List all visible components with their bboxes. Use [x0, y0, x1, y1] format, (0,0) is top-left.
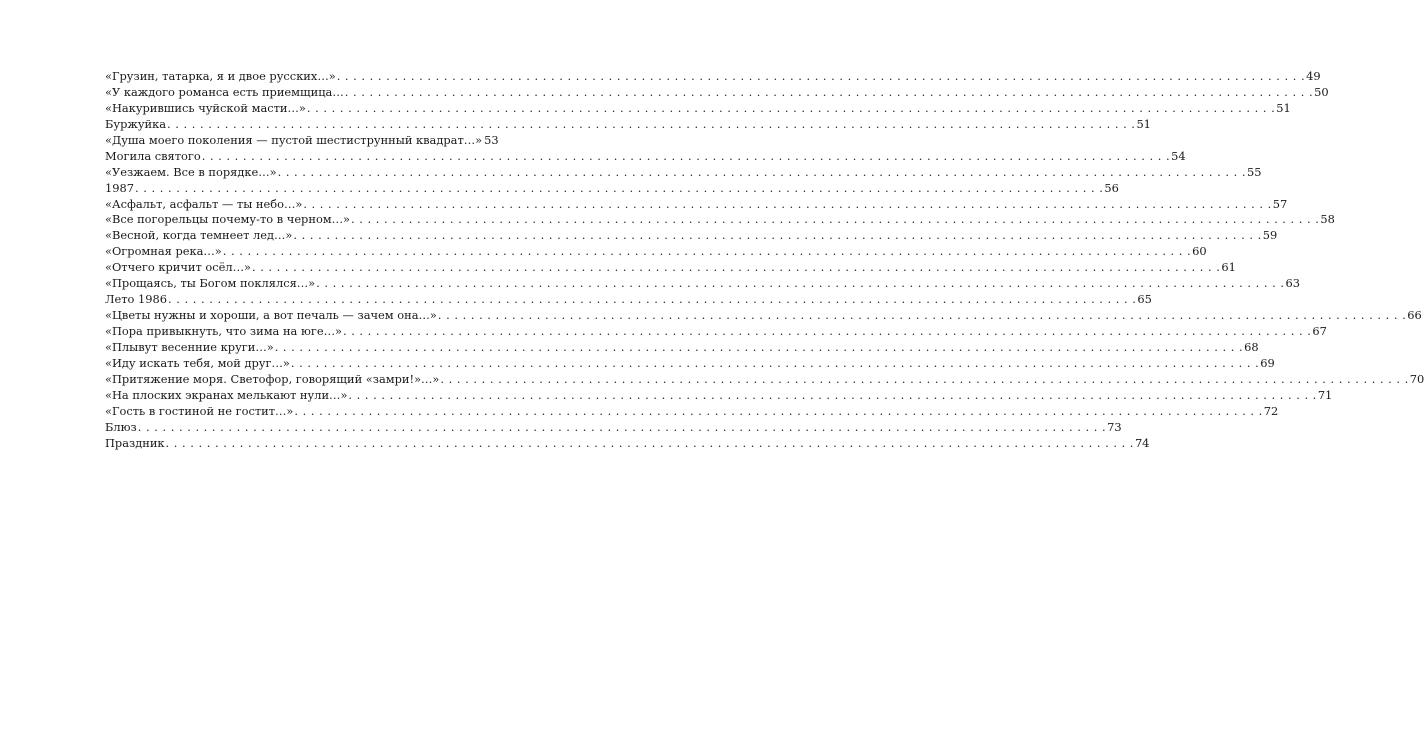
toc-leader-dots — [291, 356, 1259, 372]
toc-entry-title: «Цветы нужны и хороши, а вот печаль — зачем она…» — [105, 308, 437, 323]
toc-entry — [105, 244, 1207, 260]
toc-entry — [105, 355, 1275, 372]
toc-entry-page: 71 — [1317, 387, 1333, 402]
toc-entry-title: «Притяжение моря. Светофор, говорящий «замри!»…» — [105, 371, 440, 386]
toc-leader-dots — [293, 228, 1261, 244]
toc-entry-page: 73 — [1107, 419, 1122, 434]
toc-entry-title: «На плоских экранах мелькают нули…» — [105, 387, 348, 402]
toc-entry — [105, 403, 1279, 420]
toc-entry — [105, 84, 1329, 101]
toc-entry-page: 58 — [1320, 212, 1335, 227]
toc-leader-dots — [440, 372, 1408, 388]
toc-leader-dots — [307, 101, 1275, 117]
toc-entry — [105, 371, 1424, 388]
toc-leader-dots — [202, 149, 1170, 165]
toc-entry — [105, 435, 1150, 452]
toc-entry-page: 61 — [1221, 260, 1236, 275]
toc-entry-page: 56 — [1104, 180, 1119, 195]
toc-leader-dots — [438, 308, 1406, 324]
toc-leader-dots — [252, 260, 1220, 276]
toc-entry — [105, 387, 1333, 404]
toc-entry — [105, 69, 1321, 85]
toc-entry-page: 51 — [1136, 116, 1151, 131]
toc-entry-title: «Гость в гостиной не гостит…» — [105, 403, 294, 418]
toc-leader-dots — [223, 244, 1191, 260]
toc-entry-title: «Плывут весенние круги…» — [105, 339, 274, 354]
toc-entry-title: «Душа моего поколения — пустой шестиструнный квадрат…» — [105, 132, 483, 147]
toc-leader-dots — [348, 388, 1316, 404]
toc-entry-title: 1987 — [105, 180, 134, 195]
toc-entry-title: «Грузин, татарка, я и двое русских…» — [105, 69, 336, 83]
toc-entry-page: 70 — [1409, 371, 1424, 386]
toc-leader-dots — [135, 181, 1103, 197]
toc-leader-dots — [275, 340, 1243, 356]
toc-entry — [105, 196, 1288, 213]
toc-entry — [105, 164, 1262, 181]
toc-entry-title: «Огромная река…» — [105, 244, 222, 259]
toc-entry-title: «Уезжаем. Все в порядке…» — [105, 164, 277, 179]
toc-entry-title: Праздник — [105, 435, 165, 450]
toc-leader-dots — [316, 276, 1284, 292]
toc-entry-page: 63 — [1285, 276, 1301, 291]
toc-entry — [105, 228, 1278, 244]
toc-entry-page: 59 — [1262, 228, 1278, 243]
toc-leader-dots — [345, 85, 1313, 101]
toc-entry-title: Блюз — [105, 419, 137, 434]
toc-entry-page: 60 — [1192, 244, 1207, 259]
toc-entry-page: 69 — [1260, 355, 1275, 370]
toc-entry-title: «У каждого романса есть приемщица… — [105, 84, 344, 99]
toc-entry-title: «Пора привыкнуть, что зима на юге…» — [105, 324, 342, 338]
toc-entry-page: 72 — [1263, 403, 1279, 418]
toc-entry — [105, 180, 1119, 197]
toc-entry — [105, 212, 1335, 228]
toc-entry-title: Лето 1986 — [105, 292, 168, 307]
toc-entry — [105, 276, 1301, 292]
toc-leader-dots — [168, 292, 1136, 308]
toc-entry — [105, 308, 1422, 324]
toc-entry-page: 55 — [1246, 164, 1262, 179]
toc-leader-dots — [294, 404, 1262, 420]
toc-entry-title: «Отчего кричит осёл…» — [105, 260, 251, 275]
toc-entry — [105, 260, 1236, 276]
toc-entry — [105, 324, 1327, 340]
toc-entry-page: 53 — [484, 132, 499, 147]
toc-entry-page: 49 — [1306, 69, 1321, 83]
table-of-contents — [105, 69, 1424, 452]
toc-entry-page: 68 — [1244, 339, 1259, 354]
toc-entry-page: 50 — [1314, 84, 1329, 99]
toc-entry-title: Буржуйка — [105, 116, 167, 131]
toc-leader-dots — [138, 420, 1106, 436]
toc-entry-title: Могила святого — [105, 148, 201, 163]
toc-leader-dots — [278, 165, 1246, 181]
toc-entry — [105, 292, 1152, 308]
toc-entry-title: «Прощаясь, ты Богом поклялся…» — [105, 276, 316, 291]
toc-leader-dots — [303, 197, 1271, 213]
toc-entry-title: «Накурившись чуйской масти…» — [105, 100, 306, 115]
toc-entry-page: 67 — [1312, 324, 1327, 338]
toc-entry-title: «Асфальт, асфальт — ты небо…» — [105, 196, 303, 211]
toc-entry-page: 74 — [1134, 435, 1150, 450]
toc-leader-dots — [167, 117, 1135, 133]
toc-leader-dots — [351, 212, 1319, 228]
toc-entry — [105, 100, 1291, 117]
toc-entry — [105, 339, 1259, 356]
toc-leader-dots — [343, 324, 1311, 340]
toc-leader-dots — [166, 436, 1134, 452]
toc-entry — [105, 116, 1151, 133]
toc-entry — [105, 148, 1186, 165]
toc-entry-page: 65 — [1137, 292, 1152, 307]
toc-entry-title: «Весной, когда темнеет лед…» — [105, 228, 293, 243]
toc-entry-page: 57 — [1272, 196, 1288, 211]
toc-entry-title: «Иду искать тебя, мой друг…» — [105, 355, 290, 370]
toc-entry-title: «Все погорельцы почему-то в черном…» — [105, 212, 351, 227]
toc-entry — [105, 419, 1122, 436]
toc-entry — [105, 132, 499, 149]
toc-entry-page: 51 — [1276, 100, 1291, 115]
toc-entry-page: 66 — [1407, 308, 1422, 323]
toc-leader-dots — [337, 69, 1305, 85]
toc-entry-page: 54 — [1171, 148, 1186, 163]
